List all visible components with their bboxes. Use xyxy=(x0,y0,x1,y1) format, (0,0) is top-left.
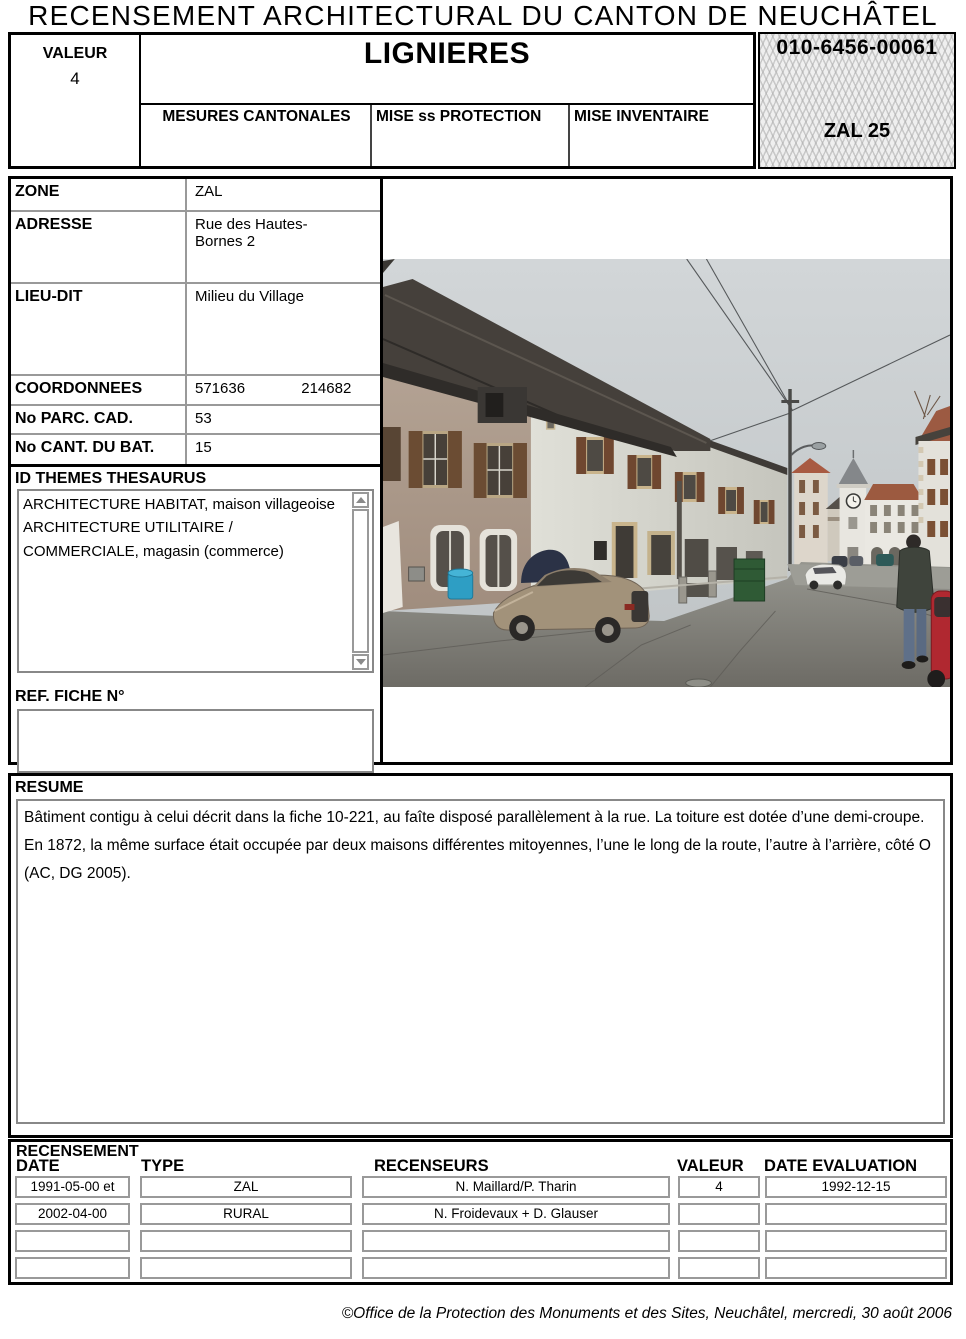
resume-heading: RESUME xyxy=(15,779,84,796)
shuttered-window xyxy=(409,431,462,488)
main-section xyxy=(8,176,953,765)
street-lamp-head xyxy=(812,443,826,450)
coordonnees-value xyxy=(187,376,380,404)
letterbox xyxy=(594,541,607,560)
manhole-cover xyxy=(686,679,712,687)
cell-date-evaluation[interactable] xyxy=(765,1203,947,1225)
thesaurus-items xyxy=(19,491,350,671)
cell-type[interactable]: ZAL xyxy=(140,1176,352,1198)
cell-recenseurs[interactable]: N. Maillard/P. Tharin xyxy=(362,1176,670,1198)
header-table xyxy=(8,32,756,169)
field-row-coordonnees xyxy=(11,376,380,406)
cell-date[interactable]: 2002-04-00 xyxy=(15,1203,130,1225)
fiche-id-box xyxy=(758,32,956,169)
thesaurus-listbox[interactable] xyxy=(17,489,374,673)
coordonnee-x: 571636 xyxy=(195,380,246,397)
field-row-cant-bat xyxy=(11,435,380,464)
thesaurus-scrollbar[interactable] xyxy=(352,492,371,670)
identification-pane xyxy=(11,179,383,762)
shuttered-window xyxy=(474,443,527,498)
cell-valeur[interactable] xyxy=(678,1203,760,1225)
zone-label: ZONE xyxy=(11,179,187,210)
cant-bat-value: 15 xyxy=(195,439,212,456)
front-door xyxy=(616,526,634,578)
street-photo-illustration xyxy=(383,259,950,687)
coordonnee-y: 214682 xyxy=(301,380,352,397)
fiche-number: 010-6456-00061 xyxy=(776,36,938,59)
field-row-adresse xyxy=(11,212,380,284)
scroll-up-button[interactable] xyxy=(352,492,369,508)
cell-date-evaluation[interactable] xyxy=(765,1257,947,1279)
zone-value: ZAL xyxy=(195,183,223,200)
parc-cad-label: No PARC. CAD. xyxy=(11,406,187,433)
mesures-row xyxy=(141,105,753,166)
zone-code: ZAL 25 xyxy=(823,120,891,142)
field-row-zone xyxy=(11,179,380,212)
field-row-parc-cad xyxy=(11,406,380,435)
building-photo xyxy=(383,259,950,687)
arrow-up-icon xyxy=(356,497,366,503)
cell-date-evaluation[interactable]: 1992-12-15 xyxy=(765,1176,947,1198)
cell-date[interactable] xyxy=(15,1230,130,1252)
column-header-date-evaluation: DATE EVALUATION xyxy=(764,1157,918,1175)
field-table xyxy=(11,179,380,467)
mise-ss-protection-cell: MISE ss PROTECTION xyxy=(372,105,570,166)
column-header-valeur: VALEUR xyxy=(677,1157,744,1175)
valeur-label: VALEUR xyxy=(42,45,108,62)
cell-date[interactable]: 1991-05-00 et xyxy=(15,1176,130,1198)
green-dumpster xyxy=(734,559,765,601)
commune-name: LIGNIERES xyxy=(363,37,531,70)
recensement-section xyxy=(8,1139,953,1285)
column-header-type: TYPE xyxy=(141,1157,185,1175)
valeur-cell xyxy=(11,35,141,166)
column-header-date: DATE xyxy=(16,1157,60,1175)
cell-type[interactable]: RURAL xyxy=(140,1203,352,1225)
mise-inventaire-cell: MISE INVENTAIRE xyxy=(574,108,709,125)
cell-valeur[interactable]: 4 xyxy=(678,1176,760,1198)
arrow-down-icon xyxy=(356,659,366,665)
lieu-dit-label: LIEU-DIT xyxy=(11,284,187,374)
resume-text-box[interactable]: Bâtiment contigu à celui décrit dans la fiche 10-221, au faîte disposé parallèlement à la rue. La toiture est dotée d’une demi-croupe. En 1872, la même surface était occupée par deux maisons différentes mitoyennes, l’une le long de la route, l’autre à l’arrière, côté O (AC, DG 2005). xyxy=(16,799,945,1124)
page-title: RECENSEMENT ARCHITECTURAL DU CANTON DE NEUCHÂTEL xyxy=(28,0,938,31)
recensement-heading: RECENSEMENT xyxy=(16,1143,139,1160)
downspout xyxy=(677,481,682,579)
field-row-lieu-dit xyxy=(11,284,380,376)
cell-valeur[interactable] xyxy=(678,1257,760,1279)
ref-fiche-box[interactable] xyxy=(17,709,374,773)
cell-type[interactable] xyxy=(140,1257,352,1279)
photo-pane xyxy=(383,179,950,762)
cell-type[interactable] xyxy=(140,1230,352,1252)
blue-barrel xyxy=(448,569,473,599)
commune-cell xyxy=(141,35,753,105)
scrollbar-thumb[interactable] xyxy=(352,509,369,653)
adresse-label: ADRESSE xyxy=(11,212,187,282)
thesaurus-heading: ID THEMES THESAURUS xyxy=(15,470,207,487)
valeur-value: 4 xyxy=(70,69,80,88)
cell-date[interactable] xyxy=(15,1257,130,1279)
coordonnees-label: COORDONNEES xyxy=(11,376,187,404)
resume-section xyxy=(8,773,953,1138)
shuttered-window xyxy=(754,500,775,524)
copyright-note: ©Office de la Protection des Monuments et des Sites, Neuchâtel, mercredi, 30 août 2006 xyxy=(341,1305,952,1322)
cell-valeur[interactable] xyxy=(678,1230,760,1252)
column-header-recenseurs: RECENSEURS xyxy=(374,1157,489,1175)
adresse-value: Rue des Hautes-Bornes 2 xyxy=(195,216,308,250)
mailbox xyxy=(409,567,425,581)
cell-recenseurs[interactable] xyxy=(362,1257,670,1279)
ref-fiche-heading: REF. FICHE N° xyxy=(15,688,125,705)
scroll-down-button[interactable] xyxy=(352,654,369,670)
cant-bat-label: No CANT. DU BAT. xyxy=(11,435,187,464)
shuttered-window xyxy=(718,487,744,514)
utility-pole xyxy=(788,389,791,571)
mesures-cantonales-cell: MESURES CANTONALES xyxy=(141,105,372,166)
shuttered-window xyxy=(576,437,613,474)
parc-cad-value: 53 xyxy=(195,410,212,427)
cell-recenseurs[interactable] xyxy=(362,1230,670,1252)
lieu-dit-value: Milieu du Village xyxy=(195,288,304,305)
thesaurus-item[interactable]: ARCHITECTURE HABITAT, maison villageoise xyxy=(23,496,336,513)
thesaurus-item[interactable]: ARCHITECTURE UTILITAIRE / COMMERCIALE, magasin (commerce) xyxy=(23,519,284,560)
cell-date-evaluation[interactable] xyxy=(765,1230,947,1252)
lower-window xyxy=(480,529,517,591)
cell-recenseurs[interactable]: N. Froidevaux + D. Glauser xyxy=(362,1203,670,1225)
shuttered-window xyxy=(628,455,662,489)
